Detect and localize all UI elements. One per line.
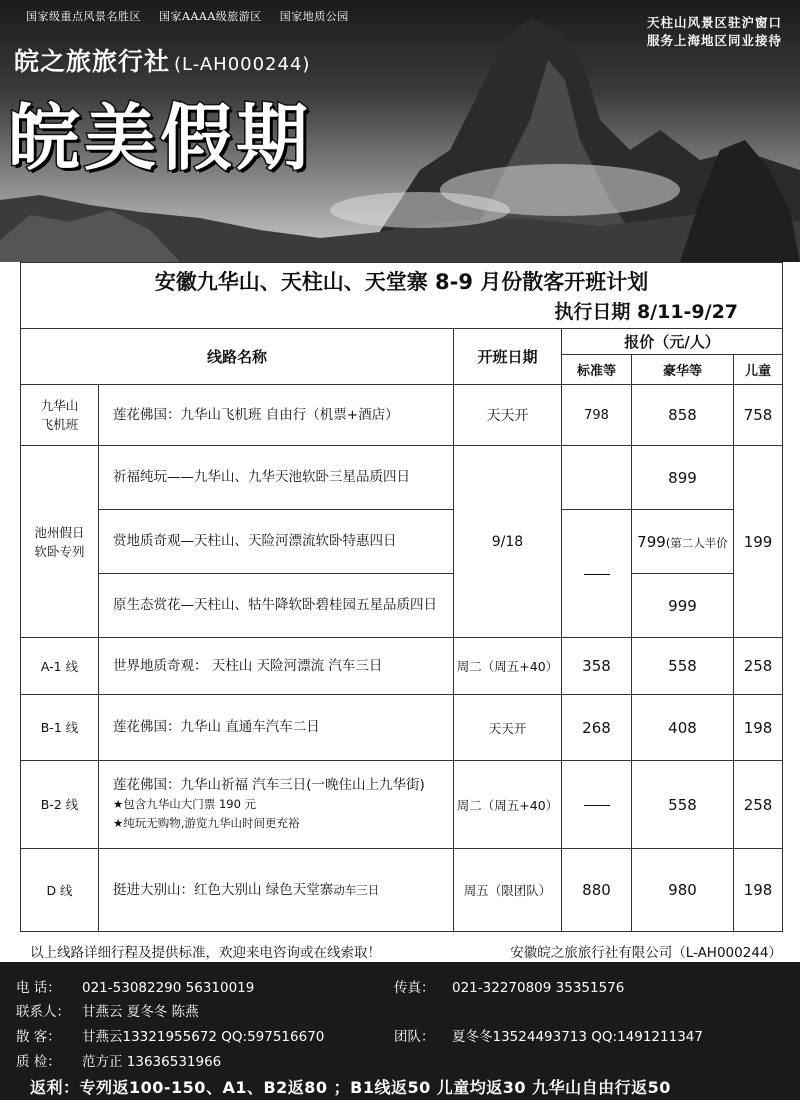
row-category: D 线	[21, 849, 99, 932]
schedule-sheet	[20, 262, 782, 932]
row-standard-price: 358	[562, 638, 632, 695]
row-route: 原生态赏花—天柱山、牯牛降软卧碧桂园五星品质四日	[99, 574, 454, 638]
rebate-info: 返利：专列返100-150、A1、B2返80 ；B1线返50 儿童均返30 九华山自由行返50	[30, 1078, 671, 1097]
dash-mark	[584, 805, 610, 806]
table-row	[21, 446, 783, 510]
row-child-price: 258	[734, 761, 783, 849]
honor-badges	[26, 8, 363, 24]
retail-label: 散 客：	[16, 1029, 61, 1045]
retail-contact: 甘燕云13321955672 QQ:597516670	[82, 1029, 325, 1045]
fax-label: 传真：	[394, 980, 435, 996]
contacts-row	[16, 1000, 199, 1020]
notice-line-1: 天柱山风景区驻沪窗口	[646, 15, 782, 30]
table-row	[21, 385, 783, 446]
row-deluxe-price: 558	[632, 761, 734, 849]
row-child-price: 258	[734, 638, 783, 695]
brand-text: 皖之旅旅行社	[14, 47, 171, 76]
row-route: 挺进大别山：红色大别山 绿色天堂寨	[113, 881, 334, 898]
fax-row	[394, 976, 624, 996]
retail-row	[16, 1025, 324, 1045]
brand-license: (L-AH000244)	[174, 54, 311, 75]
agency-name	[14, 42, 310, 78]
row-child-price: 198	[734, 849, 783, 932]
row-route: 莲花佛国：九华山祈福 汽车三日(一晚住山上九华街)	[113, 777, 425, 793]
table-title: 安徽九华山、天柱山、天堂寨 8-9 月份散客开班计划	[154, 269, 649, 294]
route-note-2: ★纯玩无购物,游览九华山时间更充裕	[113, 816, 300, 830]
header-standard: 标准等	[562, 355, 632, 385]
schedule-table	[20, 262, 783, 932]
slogan-title: 皖美假期	[8, 96, 313, 180]
notice-line-2: 服务上海地区同业接待	[646, 33, 782, 48]
badge-1: 国家级重点风景名胜区	[26, 10, 141, 23]
table-row	[21, 849, 783, 932]
contact-panel	[0, 962, 800, 1100]
header-date: 开班日期	[454, 329, 562, 385]
table-row	[21, 695, 783, 761]
row-date: 周二（周五+40）	[454, 638, 562, 695]
contacts-names: 甘燕云 夏冬冬 陈燕	[82, 1004, 199, 1020]
row-date: 天天开	[454, 695, 562, 761]
table-row	[21, 510, 783, 574]
dash-mark	[584, 574, 610, 575]
header-deluxe: 豪华等	[632, 355, 734, 385]
deluxe-note: (第二人半价	[665, 535, 728, 550]
group-label: 团队：	[394, 1029, 435, 1045]
row-deluxe-price: 980	[632, 849, 734, 932]
badge-3: 国家地质公园	[279, 10, 349, 23]
phone-row	[16, 976, 254, 996]
row-route: 莲花佛国：九华山飞机班 自由行（机票+酒店）	[99, 385, 454, 446]
row-standard-price: 798	[562, 385, 632, 446]
footnote	[30, 941, 782, 961]
row-deluxe-price: 558	[632, 638, 734, 695]
table-row	[21, 574, 783, 638]
row-standard-price	[562, 761, 632, 849]
row-route-suffix: 动车三日	[333, 882, 380, 897]
row-deluxe-price	[632, 510, 734, 574]
qc-row	[16, 1050, 221, 1070]
route-note-1: ★包含九华山大门票 190 元	[113, 797, 257, 811]
phone-label: 电 话：	[16, 980, 61, 996]
row-child-price: 198	[734, 695, 783, 761]
footnote-right: 安徽皖之旅旅行社有限公司（L-AH000244）	[510, 945, 782, 961]
group-row	[394, 1025, 703, 1045]
row-category: 池州假日 软卧专列	[21, 446, 99, 638]
header-price: 报价（元/人）	[562, 329, 783, 355]
table-row	[21, 761, 783, 849]
row-standard-price: 268	[562, 695, 632, 761]
service-notice	[647, 14, 782, 50]
row-category: A-1 线	[21, 638, 99, 695]
row-deluxe-price: 408	[632, 695, 734, 761]
row-route: 世界地质奇观： 天柱山 天险河漂流 汽车三日	[99, 638, 454, 695]
row-deluxe-price: 999	[632, 574, 734, 638]
table-row	[21, 638, 783, 695]
row-category: B-1 线	[21, 695, 99, 761]
header-child: 儿童	[734, 355, 783, 385]
row-route: 莲花佛国：九华山 直通车汽车二日	[99, 695, 454, 761]
row-deluxe-price: 899	[632, 446, 734, 510]
footnote-left: 以上线路详细行程及提供标准，欢迎来电咨询或在线索取！	[30, 945, 381, 961]
contacts-label: 联系人：	[16, 1004, 70, 1020]
row-child-price: 199	[734, 446, 783, 638]
table-title-cell	[21, 263, 783, 329]
header-banner	[0, 0, 800, 262]
row-route-block	[99, 849, 454, 932]
row-date: 9/18	[454, 446, 562, 638]
qc-contact: 范方正 13636531966	[82, 1054, 222, 1070]
row-standard-price: 880	[562, 849, 632, 932]
row-date: 周二（周五+40）	[454, 761, 562, 849]
phone-number: 021-53082290 56310019	[82, 980, 255, 996]
row-route: 赏地质奇观—天柱山、天险河漂流软卧特惠四日	[99, 510, 454, 574]
fax-number: 021-32270809 35351576	[452, 980, 625, 996]
group-contact: 夏冬冬13524493713 QQ:1491211347	[452, 1029, 703, 1045]
row-deluxe-price: 858	[632, 385, 734, 446]
row-standard-empty	[562, 446, 632, 510]
row-route-block	[99, 761, 454, 849]
badge-2: 国家AAAA级旅游区	[159, 10, 262, 23]
row-category: B-2 线	[21, 761, 99, 849]
header-route: 线路名称	[21, 329, 454, 385]
row-category: 九华山 飞机班	[21, 385, 99, 446]
row-date: 天天开	[454, 385, 562, 446]
row-standard-price	[562, 510, 632, 638]
row-route: 祈福纯玩——九华山、九华天池软卧三星品质四日	[99, 446, 454, 510]
row-date: 周五（限团队）	[454, 849, 562, 932]
deluxe-value: 799	[637, 532, 666, 551]
qc-label: 质 检：	[16, 1054, 61, 1070]
row-child-price: 758	[734, 385, 783, 446]
table-subtitle: 执行日期 8/11-9/27	[554, 300, 739, 323]
